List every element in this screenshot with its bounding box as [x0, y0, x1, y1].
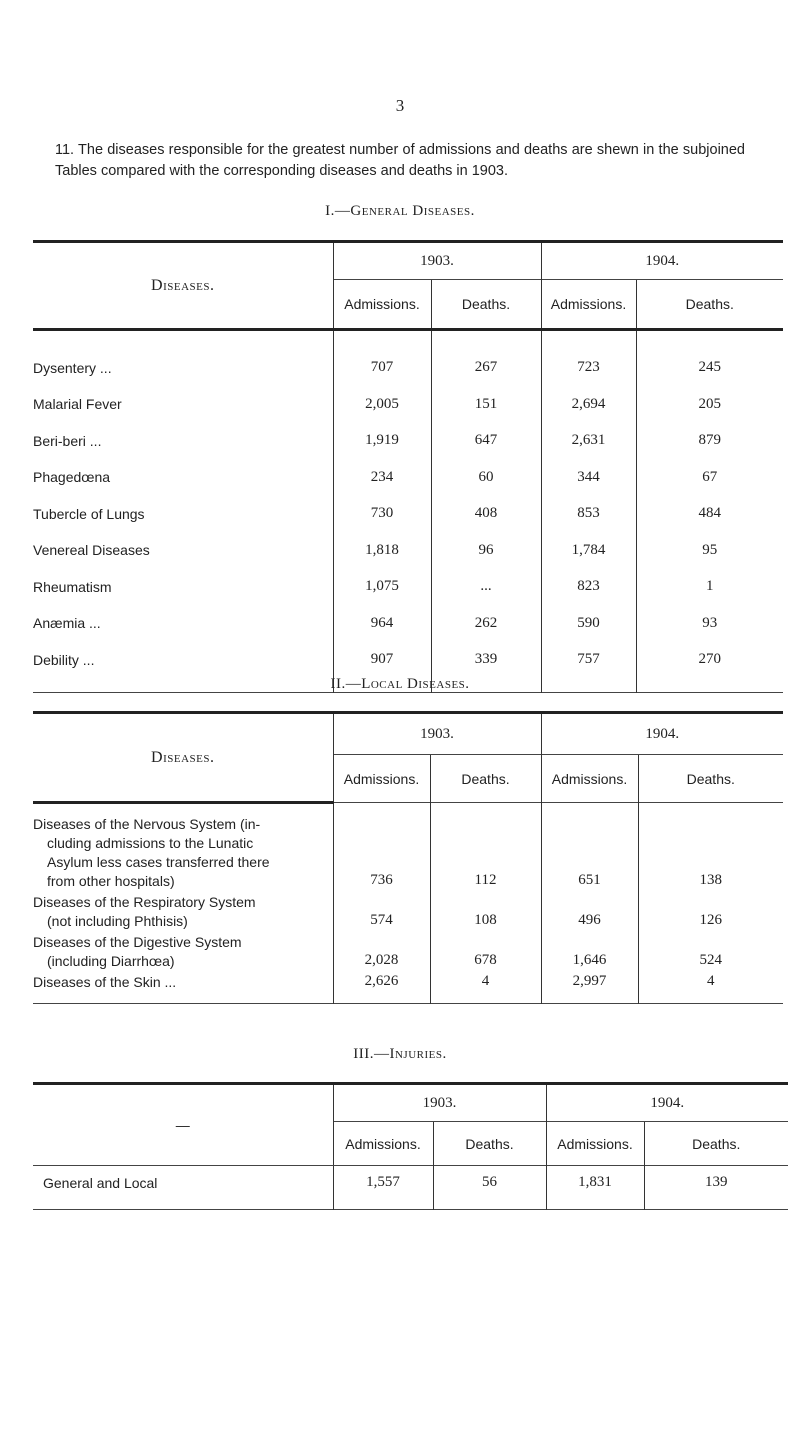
- section-prefix: II.—: [330, 676, 362, 692]
- cell-a03: 736: [333, 813, 430, 891]
- section-name: Local Diseases.: [361, 676, 470, 692]
- cell-a03: 1,557: [333, 1166, 433, 1200]
- table-row: [33, 642, 783, 679]
- cell-d03: 108: [430, 891, 541, 931]
- cell-d03: 60: [431, 459, 541, 496]
- cell-a04: 651: [541, 813, 638, 891]
- disease-name-line: (including Diarrhœa): [47, 952, 175, 969]
- cell-a04: 723: [541, 350, 636, 387]
- cell-a03: 2,005: [333, 386, 431, 423]
- cell-d04: 139: [644, 1166, 788, 1200]
- cell-d03: 56: [433, 1166, 546, 1200]
- injury-name: General and Local: [43, 1174, 158, 1191]
- cell-a04: 823: [541, 569, 636, 606]
- disease-name: Debility ...: [33, 651, 95, 668]
- cell-d03: 4: [430, 971, 541, 992]
- cell-d04: 93: [636, 605, 783, 642]
- cell-d03: 339: [431, 642, 541, 679]
- admissions-1903-header: Admissions.: [333, 280, 431, 330]
- cell-d04: 245: [636, 350, 783, 387]
- cell-d04: 524: [638, 931, 783, 971]
- cell-d04: 95: [636, 532, 783, 569]
- disease-name: Anæmia ...: [33, 615, 101, 632]
- cell-a03: 707: [333, 350, 431, 387]
- year-1903-header: 1903.: [333, 713, 541, 755]
- cell-a04: 853: [541, 496, 636, 533]
- local-diseases-table: [33, 711, 783, 1004]
- page-number: 3: [395, 96, 405, 115]
- cell-a04: 757: [541, 642, 636, 679]
- cell-a03: 1,075: [333, 569, 431, 606]
- cell-d03: 96: [431, 532, 541, 569]
- cell-a03: 1,818: [333, 532, 431, 569]
- deaths-1904-header: Deaths.: [638, 755, 783, 803]
- cell-a04: 496: [541, 891, 638, 931]
- intro-paragraph: 11. The diseases responsible for the greatest number of admissions and deaths are shewn in the subjoined Tables compared with the corresponding diseases and deaths in 1903.: [55, 142, 745, 179]
- cell-d04: 4: [638, 971, 783, 992]
- disease-name: Venereal Diseases: [33, 542, 150, 559]
- admissions-1903-header: Admissions.: [333, 755, 430, 803]
- disease-name-line: cluding admissions to the Lunatic: [47, 834, 254, 851]
- deaths-1903-header: Deaths.: [430, 755, 541, 803]
- disease-name-line: Diseases of the Digestive System: [33, 933, 242, 950]
- cell-a04: 2,631: [541, 423, 636, 460]
- disease-name: Phagedœna: [33, 469, 111, 486]
- year-1904-header: 1904.: [546, 1084, 788, 1122]
- general-diseases-table: [33, 240, 783, 693]
- deaths-1904-header: Deaths.: [636, 280, 783, 330]
- table-row: [33, 891, 783, 931]
- table-row: [33, 532, 783, 569]
- diseases-header: Diseases.: [33, 713, 333, 803]
- cell-d04: 126: [638, 891, 783, 931]
- disease-name: Tubercle of Lungs: [33, 505, 145, 522]
- disease-name: [33, 931, 333, 971]
- cell-d04: 67: [636, 459, 783, 496]
- table-row: [33, 1166, 788, 1200]
- cell-d04: 205: [636, 386, 783, 423]
- section-title-local: [0, 676, 800, 693]
- disease-name: Beri-beri ...: [33, 432, 102, 449]
- cell-a03: 730: [333, 496, 431, 533]
- year-1903-header: 1903.: [333, 242, 541, 280]
- cell-d04: 138: [638, 813, 783, 891]
- section-name: General Diseases.: [350, 203, 475, 219]
- empty-header-cell: —: [33, 1084, 333, 1166]
- disease-name: [33, 891, 333, 931]
- disease-name: [33, 971, 333, 992]
- cell-d03: ...: [431, 569, 541, 606]
- cell-a03: 1,919: [333, 423, 431, 460]
- section-prefix: I.—: [325, 203, 351, 219]
- disease-name: Rheumatism: [33, 578, 112, 595]
- table-row: [33, 971, 783, 992]
- disease-name: [33, 813, 333, 891]
- disease-name-line: (not including Phthisis): [47, 912, 188, 929]
- cell-a03: 964: [333, 605, 431, 642]
- cell-d03: 647: [431, 423, 541, 460]
- admissions-1903-header: Admissions.: [333, 1122, 433, 1166]
- cell-a04: 590: [541, 605, 636, 642]
- injuries-table: [33, 1082, 788, 1210]
- cell-a04: 2,997: [541, 971, 638, 992]
- disease-name: Malarial Fever: [33, 396, 122, 413]
- cell-a04: 2,694: [541, 386, 636, 423]
- cell-a04: 344: [541, 459, 636, 496]
- disease-name-line: Diseases of the Respiratory System: [33, 893, 256, 910]
- cell-a03: 234: [333, 459, 431, 496]
- disease-name: Dysentery ...: [33, 359, 112, 376]
- cell-d03: 112: [430, 813, 541, 891]
- cell-d04: 270: [636, 642, 783, 679]
- table-row: [33, 605, 783, 642]
- deaths-1904-header: Deaths.: [644, 1122, 788, 1166]
- cell-d03: 678: [430, 931, 541, 971]
- cell-d04: 1: [636, 569, 783, 606]
- table-row: [33, 459, 783, 496]
- cell-a04: 1,784: [541, 532, 636, 569]
- cell-d03: 267: [431, 350, 541, 387]
- table-row: [33, 386, 783, 423]
- cell-a04: 1,646: [541, 931, 638, 971]
- year-1904-header: 1904.: [541, 242, 783, 280]
- cell-d04: 484: [636, 496, 783, 533]
- table-row: [33, 496, 783, 533]
- diseases-header: Diseases.: [33, 242, 333, 330]
- cell-a03: 2,626: [333, 971, 430, 992]
- admissions-1904-header: Admissions.: [546, 1122, 644, 1166]
- section-name: Injuries.: [389, 1046, 447, 1062]
- section-title-injuries: [0, 1046, 800, 1063]
- table-row: [33, 813, 783, 891]
- disease-name-line: Diseases of the Nervous System (in-: [33, 815, 261, 832]
- table-row: [33, 569, 783, 606]
- year-1903-header: 1903.: [333, 1084, 546, 1122]
- table-row: [33, 931, 783, 971]
- cell-a03: 574: [333, 891, 430, 931]
- disease-name-line: Diseases of the Skin ...: [33, 973, 177, 990]
- section-prefix: III.—: [353, 1046, 390, 1062]
- cell-a03: 2,028: [333, 931, 430, 971]
- year-1904-header: 1904.: [541, 713, 783, 755]
- cell-d04: 879: [636, 423, 783, 460]
- disease-name-line: Asylum less cases transferred there: [47, 853, 270, 870]
- cell-d03: 408: [431, 496, 541, 533]
- admissions-1904-header: Admissions.: [541, 755, 638, 803]
- cell-a04: 1,831: [546, 1166, 644, 1200]
- deaths-1903-header: Deaths.: [431, 280, 541, 330]
- table-row: [33, 350, 783, 387]
- cell-d03: 151: [431, 386, 541, 423]
- disease-name-line: from other hospitals): [47, 872, 175, 889]
- section-title-general: [0, 203, 800, 220]
- cell-d03: 262: [431, 605, 541, 642]
- table-row: [33, 423, 783, 460]
- deaths-1903-header: Deaths.: [433, 1122, 546, 1166]
- admissions-1904-header: Admissions.: [541, 280, 636, 330]
- cell-a03: 907: [333, 642, 431, 679]
